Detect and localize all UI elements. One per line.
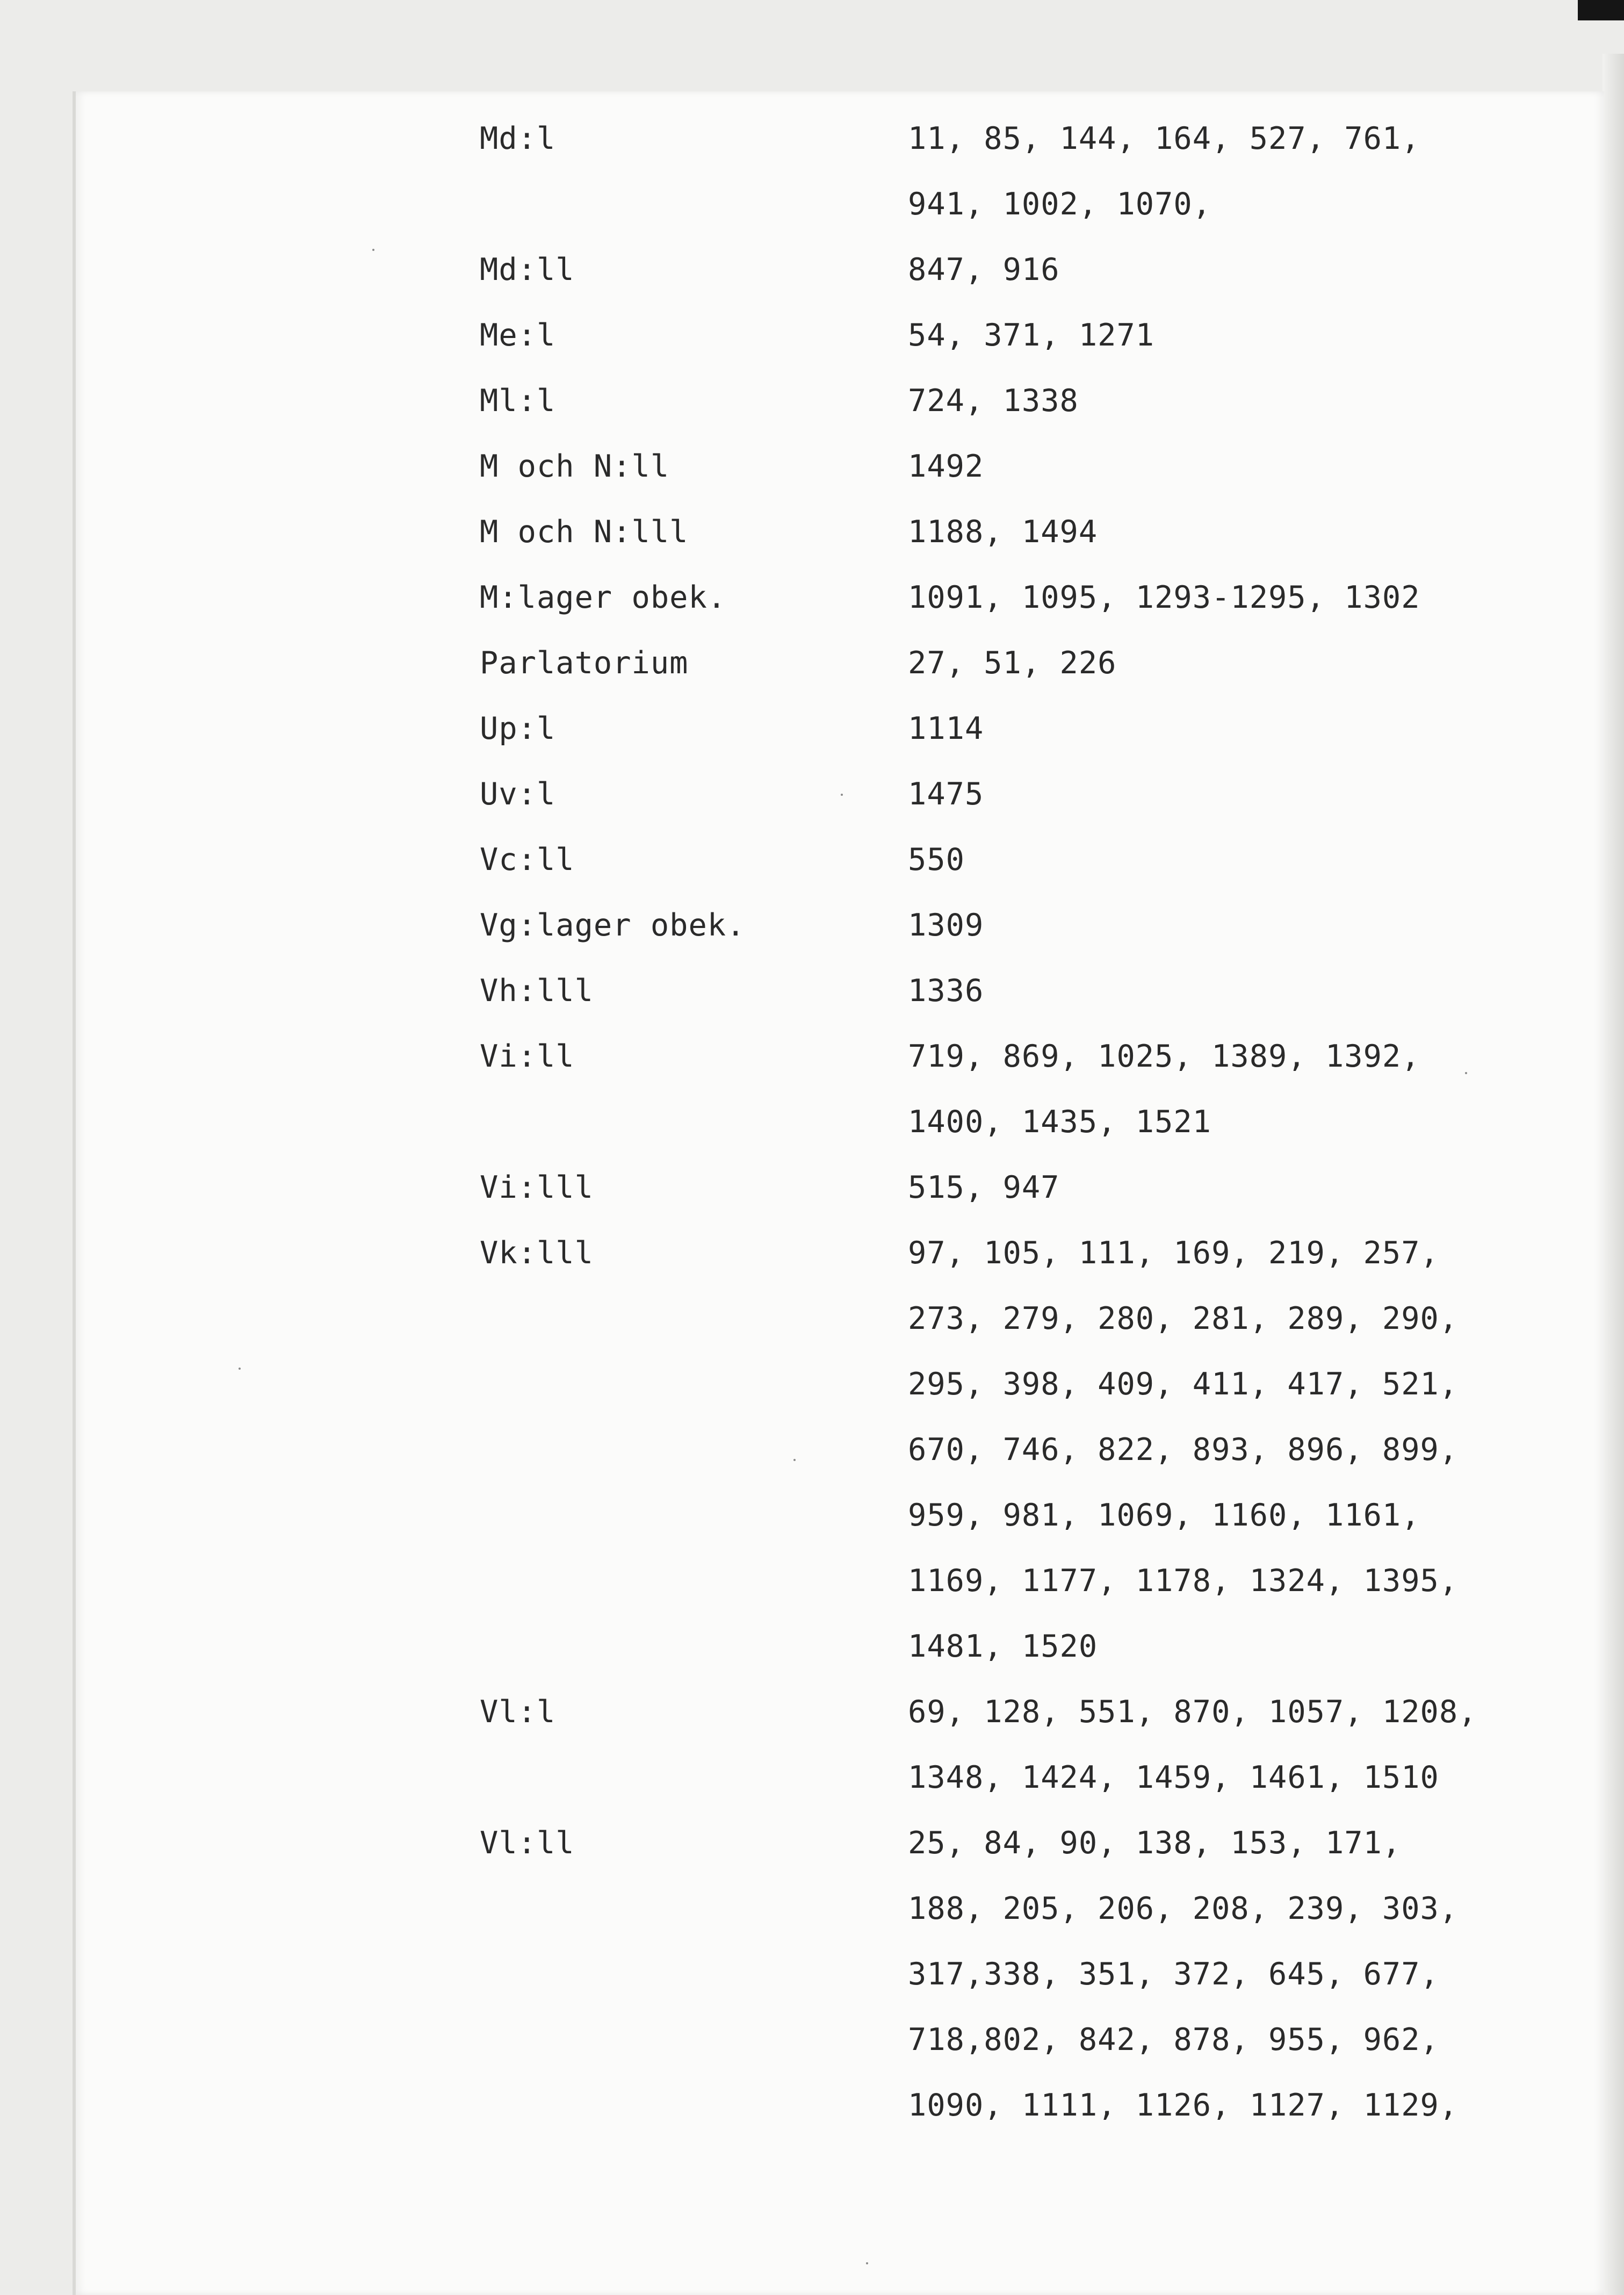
index-row — [0, 830, 1624, 889]
index-row — [0, 568, 1624, 627]
entry-numbers: 724, 1338 — [908, 383, 1079, 419]
entry-numbers: 1336 — [908, 973, 984, 1009]
index-row — [0, 1027, 1624, 1086]
entry-numbers: 847, 916 — [908, 252, 1060, 287]
entry-label: Vk:lll — [480, 1235, 594, 1271]
index-row — [0, 1879, 1624, 1938]
scan-speck — [793, 1459, 796, 1461]
index-row — [0, 306, 1624, 365]
index-row — [0, 1158, 1624, 1217]
index-row — [0, 1224, 1624, 1283]
entry-numbers: 1400, 1435, 1521 — [908, 1104, 1212, 1140]
entry-numbers: 941, 1002, 1070, — [908, 186, 1212, 222]
entry-label: Uv:l — [480, 776, 556, 812]
index-row — [0, 699, 1624, 758]
index-row — [0, 961, 1624, 1020]
index-row — [0, 2010, 1624, 2069]
entry-numbers: 1091, 1095, 1293-1295, 1302 — [908, 580, 1420, 615]
index-row — [0, 175, 1624, 234]
entry-numbers: 317,338, 351, 372, 645, 677, — [908, 1956, 1439, 1992]
index-row — [0, 634, 1624, 693]
index-row — [0, 1289, 1624, 1348]
entry-numbers: 1481, 1520 — [908, 1629, 1098, 1664]
index-row — [0, 1748, 1624, 1807]
entry-numbers: 1169, 1177, 1178, 1324, 1395, — [908, 1563, 1459, 1599]
entry-numbers: 295, 398, 409, 411, 417, 521, — [908, 1366, 1459, 1402]
entry-numbers: 1309 — [908, 908, 984, 943]
entry-numbers: 25, 84, 90, 138, 153, 171, — [908, 1825, 1402, 1861]
index-row — [0, 2076, 1624, 2135]
index-row — [0, 1617, 1624, 1676]
index-row — [0, 502, 1624, 562]
entry-label: Ml:l — [480, 383, 556, 419]
entry-label: Vi:ll — [480, 1039, 575, 1074]
entry-numbers: 1090, 1111, 1126, 1127, 1129, — [908, 2088, 1459, 2123]
entry-label: Up:l — [480, 711, 556, 746]
scan-speck — [239, 1368, 241, 1370]
entry-label: M och N:ll — [480, 449, 670, 484]
entry-label: M:lager obek. — [480, 580, 727, 615]
entry-numbers: 27, 51, 226 — [908, 645, 1117, 681]
entry-numbers: 718,802, 842, 878, 955, 962, — [908, 2022, 1439, 2057]
index-row — [0, 765, 1624, 824]
index-row — [0, 1814, 1624, 1873]
entry-numbers: 1492 — [908, 449, 984, 484]
entry-label: Parlatorium — [480, 645, 689, 681]
index-row — [0, 896, 1624, 955]
entry-numbers: 719, 869, 1025, 1389, 1392, — [908, 1039, 1420, 1074]
index-row — [0, 1945, 1624, 2004]
scan-speck — [841, 794, 843, 796]
entry-label: Me:l — [480, 318, 556, 353]
index-row — [0, 109, 1624, 168]
entry-numbers: 550 — [908, 842, 965, 877]
scan-speck — [372, 249, 374, 251]
index-row — [0, 371, 1624, 430]
index-row — [0, 1420, 1624, 1479]
entry-label: Vl:l — [480, 1694, 556, 1730]
scan-speck — [1465, 1072, 1467, 1074]
entry-numbers: 273, 279, 280, 281, 289, 290, — [908, 1301, 1459, 1336]
index-row — [0, 1486, 1624, 1545]
entry-label: Md:ll — [480, 252, 575, 287]
entry-label: Vg:lager obek. — [480, 908, 746, 943]
entry-numbers: 188, 205, 206, 208, 239, 303, — [908, 1891, 1459, 1926]
entry-label: Vh:lll — [480, 973, 594, 1009]
entry-numbers: 11, 85, 144, 164, 527, 761, — [908, 121, 1420, 156]
entry-label: Vi:lll — [480, 1170, 594, 1205]
index-row — [0, 1092, 1624, 1152]
scan-speck — [866, 2262, 868, 2264]
entry-numbers: 97, 105, 111, 169, 219, 257, — [908, 1235, 1439, 1271]
entry-numbers: 1348, 1424, 1459, 1461, 1510 — [908, 1760, 1439, 1795]
index-row — [0, 1355, 1624, 1414]
entry-label: Vl:ll — [480, 1825, 575, 1861]
entry-numbers: 1188, 1494 — [908, 514, 1098, 550]
entry-numbers: 959, 981, 1069, 1160, 1161, — [908, 1498, 1420, 1533]
index-row — [0, 1551, 1624, 1610]
entry-numbers: 1475 — [908, 776, 984, 812]
entry-numbers: 670, 746, 822, 893, 896, 899, — [908, 1432, 1459, 1467]
entry-label: Vc:ll — [480, 842, 575, 877]
entry-numbers: 1114 — [908, 711, 984, 746]
entry-numbers: 54, 371, 1271 — [908, 318, 1155, 353]
index-row — [0, 1682, 1624, 1742]
index-row — [0, 240, 1624, 299]
entry-numbers: 515, 947 — [908, 1170, 1060, 1205]
index-row — [0, 437, 1624, 496]
entry-label: Md:l — [480, 121, 556, 156]
entry-numbers: 69, 128, 551, 870, 1057, 1208, — [908, 1694, 1477, 1730]
entry-label: M och N:lll — [480, 514, 689, 550]
